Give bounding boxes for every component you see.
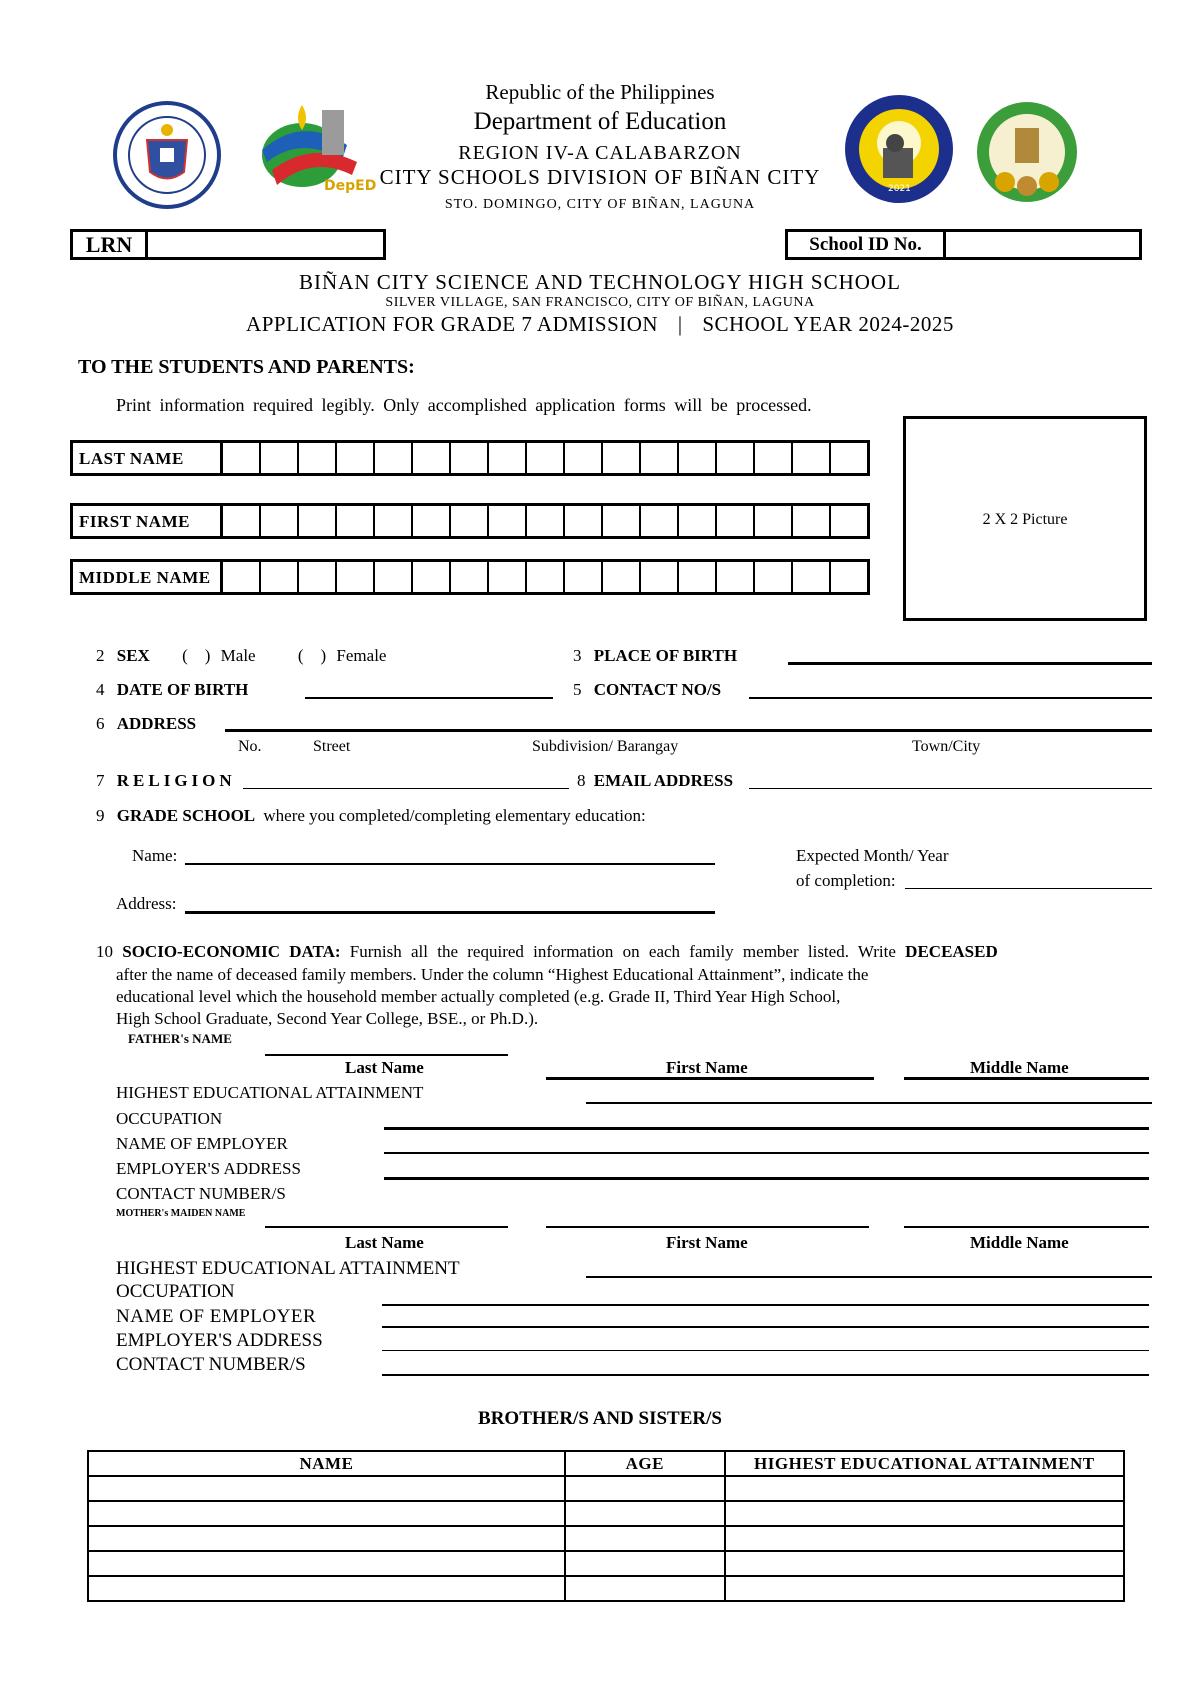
middle-name-box[interactable]	[70, 559, 870, 595]
father-employer-input[interactable]	[384, 1152, 1149, 1154]
siblings-cell-attainment[interactable]	[725, 1501, 1124, 1526]
address-num: 6	[96, 714, 105, 733]
religion-label	[96, 771, 236, 791]
male-label: Male	[220, 646, 256, 665]
siblings-cell-age[interactable]	[565, 1551, 725, 1576]
grade-text: GRADE SCHOOL	[116, 806, 256, 825]
siblings-cell-name[interactable]	[88, 1476, 565, 1501]
dob-text: DATE OF BIRTH	[116, 680, 249, 699]
sex-num: 2	[96, 646, 105, 665]
address-input[interactable]	[225, 729, 1152, 732]
mother-middle-input[interactable]	[904, 1226, 1149, 1228]
father-employer-address-input[interactable]	[384, 1177, 1149, 1180]
contact-input[interactable]	[749, 697, 1152, 699]
father-hea-input[interactable]	[586, 1102, 1152, 1104]
father-first-label: First Name	[666, 1058, 748, 1077]
mother-employer-label: NAME OF EMPLOYER	[116, 1306, 317, 1327]
school-address: SILVER VILLAGE, SAN FRANCISCO, CITY OF BIÑAN, LAGUNA	[385, 295, 815, 310]
father-contact-label: CONTACT NUMBER/S	[116, 1184, 286, 1203]
mother-employer-input[interactable]	[382, 1326, 1149, 1328]
contact-num: 5	[573, 680, 582, 699]
socio-deceased: DECEASED	[905, 942, 998, 961]
father-employer-label: NAME OF EMPLOYER	[116, 1134, 288, 1153]
socio-line2: after the name of deceased family members. Under the column “Highest Educational Attainment”, indicate the	[116, 965, 869, 984]
mother-contact-input[interactable]	[382, 1374, 1149, 1376]
mother-middle-label: Middle Name	[970, 1233, 1069, 1252]
siblings-cell-age[interactable]	[565, 1526, 725, 1551]
pob-label	[573, 646, 737, 666]
last-name-label: LAST NAME	[73, 443, 223, 473]
contact-text: CONTACT NO/S	[593, 680, 722, 699]
email-text: EMAIL ADDRESS	[593, 771, 734, 790]
mother-contact-label: CONTACT NUMBER/S	[116, 1354, 306, 1375]
siblings-cell-age[interactable]	[565, 1501, 725, 1526]
socio-num: 10	[96, 942, 113, 961]
school-id-box	[785, 229, 1142, 260]
email-num: 8	[577, 771, 586, 790]
siblings-cell-attainment[interactable]	[725, 1551, 1124, 1576]
female-checkbox[interactable]: ( )	[297, 646, 327, 665]
email-input[interactable]	[749, 788, 1152, 789]
email-label	[577, 771, 733, 791]
siblings-row	[88, 1576, 1124, 1601]
header-division: CITY SCHOOLS DIVISION OF BIÑAN CITY	[379, 165, 821, 189]
socio-line4: High School Graduate, Second Year College, BSE., or Ph.D.).	[116, 1009, 539, 1028]
mother-hea-input[interactable]	[586, 1276, 1152, 1278]
sex-row	[96, 646, 386, 666]
addr-town: Town/City	[912, 738, 981, 755]
school-id-label: School ID No.	[788, 232, 946, 257]
first-name-label: FIRST NAME	[73, 506, 223, 536]
siblings-table	[87, 1450, 1125, 1602]
socio-line3: educational level which the household member actually completed (e.g. Grade II, Third Year High School,	[116, 987, 841, 1006]
expected-label-1: Expected Month/ Year	[796, 846, 949, 865]
religion-num: 7	[96, 771, 105, 790]
gs-address-label: Address:	[116, 894, 177, 913]
siblings-row	[88, 1501, 1124, 1526]
pob-text: PLACE OF BIRTH	[593, 646, 738, 665]
dob-input[interactable]	[305, 697, 553, 699]
siblings-header-attainment: HIGHEST EDUCATIONAL ATTAINMENT	[725, 1451, 1124, 1476]
mother-last-label: Last Name	[345, 1233, 424, 1252]
father-last-input[interactable]	[265, 1054, 508, 1056]
mother-title: MOTHER's MAIDEN NAME	[116, 1208, 246, 1219]
picture-label: 2 X 2 Picture	[982, 511, 1068, 528]
address-label	[96, 714, 196, 734]
picture-box[interactable]	[903, 416, 1147, 621]
siblings-cell-attainment[interactable]	[725, 1526, 1124, 1551]
siblings-row	[88, 1526, 1124, 1551]
siblings-cell-name[interactable]	[88, 1526, 565, 1551]
siblings-cell-age[interactable]	[565, 1576, 725, 1601]
siblings-cell-name[interactable]	[88, 1501, 565, 1526]
grade-desc: where you completed/completing elementary education:	[263, 806, 646, 825]
father-hea-label: HIGHEST EDUCATIONAL ATTAINMENT	[116, 1083, 424, 1102]
siblings-cell-attainment[interactable]	[725, 1476, 1124, 1501]
mother-occupation-input[interactable]	[382, 1304, 1149, 1306]
pob-input[interactable]	[788, 662, 1152, 665]
father-employer-address-label: EMPLOYER'S ADDRESS	[116, 1159, 301, 1178]
middle-name-label: MIDDLE NAME	[73, 562, 223, 592]
gs-address-input[interactable]	[185, 911, 715, 914]
address-text: ADDRESS	[116, 714, 197, 733]
school-year: SCHOOL YEAR 2024-2025	[702, 312, 954, 336]
religion-text: RELIGION	[116, 771, 236, 790]
siblings-row	[88, 1476, 1124, 1501]
school-id-input[interactable]	[946, 232, 1139, 257]
grade-num: 9	[96, 806, 105, 825]
mother-first-input[interactable]	[546, 1226, 869, 1228]
first-name-box[interactable]	[70, 503, 870, 539]
addr-no: No.	[238, 738, 262, 755]
svg-text:DepED: DepED	[324, 178, 377, 194]
lrn-label: LRN	[73, 232, 148, 257]
pob-num: 3	[573, 646, 582, 665]
father-occupation-input[interactable]	[384, 1127, 1149, 1130]
instructions-heading: TO THE STUDENTS AND PARENTS:	[78, 356, 415, 378]
mother-employer-address-input[interactable]	[382, 1350, 1149, 1351]
mother-occupation-label: OCCUPATION	[116, 1281, 235, 1302]
socio-text1: Furnish all the required information on each family member listed. Write	[349, 942, 896, 961]
socio-title: SOCIO-ECONOMIC DATA:	[122, 942, 341, 961]
male-checkbox[interactable]: ( )	[182, 646, 211, 665]
instructions-text: Print information required legibly. Only accomplished application forms will be processed.	[116, 395, 812, 415]
grade-school-label	[96, 806, 646, 826]
siblings-header-name: NAME	[88, 1451, 565, 1476]
header-department: Department of Education	[473, 108, 727, 135]
siblings-cell-age[interactable]	[565, 1476, 725, 1501]
father-title: FATHER's NAME	[128, 1031, 232, 1046]
gs-name-label: Name:	[132, 846, 178, 865]
father-middle-label: Middle Name	[970, 1058, 1069, 1077]
father-last-label: Last Name	[345, 1058, 424, 1077]
mother-first-label: First Name	[666, 1233, 748, 1252]
mother-employer-address-label: EMPLOYER'S ADDRESS	[116, 1330, 323, 1351]
expected-input[interactable]	[905, 888, 1152, 889]
gs-name-input[interactable]	[185, 863, 715, 865]
header-region: REGION IV-A CALABARZON	[458, 142, 742, 164]
religion-input[interactable]	[243, 788, 569, 789]
application-title	[0, 312, 1200, 337]
female-label: Female	[336, 646, 387, 665]
siblings-cell-attainment[interactable]	[725, 1576, 1124, 1601]
last-name-box[interactable]	[70, 440, 870, 476]
siblings-title: BROTHER/S AND SISTER/S	[478, 1408, 722, 1429]
siblings-cell-name[interactable]	[88, 1576, 565, 1601]
mother-last-input[interactable]	[265, 1226, 508, 1228]
siblings-cell-name[interactable]	[88, 1551, 565, 1576]
siblings-header-age: AGE	[565, 1451, 725, 1476]
addr-subdivision: Subdivision/ Barangay	[532, 738, 679, 755]
siblings-row	[88, 1551, 1124, 1576]
contact-label	[573, 680, 721, 700]
title-separator: |	[677, 312, 683, 336]
header-republic: Republic of the Philippines	[485, 80, 715, 104]
lrn-box	[70, 229, 386, 260]
svg-text:2021: 2021	[888, 184, 911, 194]
siblings-header-row	[88, 1451, 1124, 1476]
father-occupation-label: OCCUPATION	[116, 1109, 223, 1128]
socio-line1	[96, 942, 998, 962]
expected-label-2: of completion:	[796, 871, 896, 890]
lrn-input[interactable]	[148, 232, 383, 257]
dob-num: 4	[96, 680, 105, 699]
application-label: APPLICATION FOR GRADE 7 ADMISSION	[246, 312, 659, 336]
addr-street: Street	[313, 738, 351, 755]
header-address: STO. DOMINGO, CITY OF BIÑAN, LAGUNA	[444, 197, 756, 212]
sex-label: SEX	[116, 646, 150, 665]
school-name: BIÑAN CITY SCIENCE AND TECHNOLOGY HIGH SCHOOL	[299, 270, 901, 294]
dob-label	[96, 680, 248, 700]
mother-hea-label: HIGHEST EDUCATIONAL ATTAINMENT	[116, 1258, 460, 1279]
